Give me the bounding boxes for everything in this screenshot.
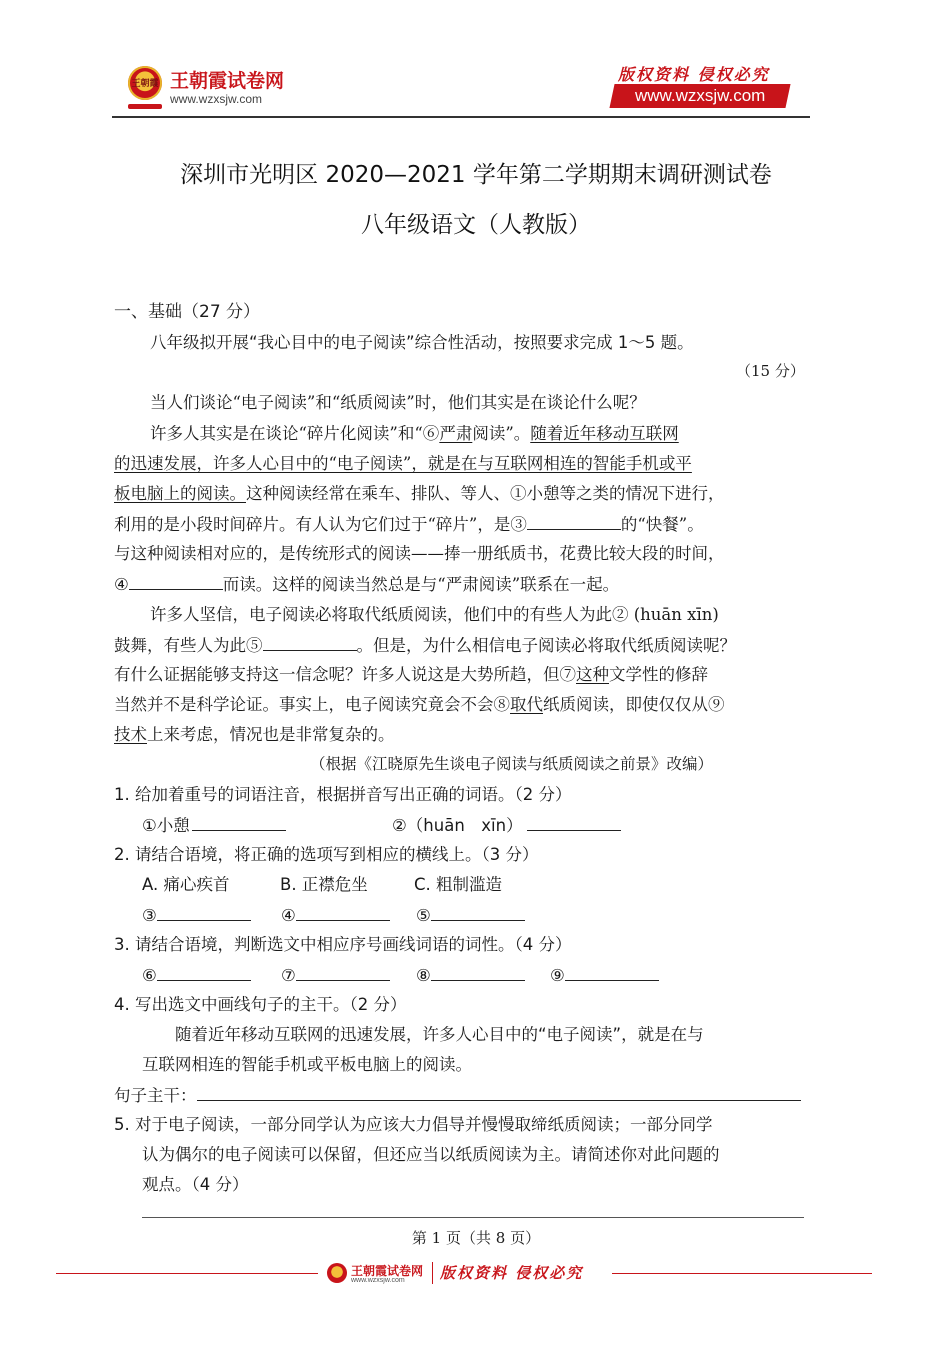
text-run: ④ — [114, 575, 129, 594]
footer-line-right — [612, 1273, 872, 1274]
underlined-word: 严肃 — [439, 424, 473, 443]
answer-blank[interactable] — [565, 965, 659, 981]
answer-line[interactable] — [197, 1085, 801, 1101]
q4-quote-line-2: 互联网相连的智能手机或平板电脑上的阅读。 — [142, 1055, 472, 1074]
q3-blank-9 — [550, 965, 659, 986]
underlined-word: 技术 — [114, 725, 147, 744]
underlined-word: 取代 — [510, 695, 543, 714]
question-2: 2. 请结合语境，将正确的选项写到相应的横线上。（3 分） — [114, 845, 539, 864]
question-4: 4. 写出选文中画线句子的主干。（2 分） — [114, 995, 407, 1014]
question-5-line-2: 认为偶尔的电子阅读可以保留，但还应当以纸质阅读为主。请简述你对此问题的 — [142, 1145, 720, 1164]
footer-logo-icon — [327, 1263, 347, 1283]
q3-blank-7 — [281, 965, 390, 986]
url-banner[interactable] — [609, 84, 790, 108]
passage-line — [114, 725, 395, 745]
answer-blank[interactable] — [263, 635, 357, 651]
text-run: 。但是，为什么相信电子阅读必将取代纸质阅读呢？ — [356, 636, 736, 655]
logo-ribbon — [128, 104, 162, 109]
exam-subtitle: 八年级语文（人教版） — [361, 212, 591, 238]
q2-blank-5 — [416, 905, 525, 926]
blank-label: ⑧ — [416, 966, 431, 985]
q3-blank-8 — [416, 965, 525, 986]
footer-logo-url[interactable]: www.wzxsjw.com — [351, 1277, 405, 1284]
question-5: 5. 对于电子阅读，一部分同学认为应该大力倡导并慢慢取缔纸质阅读；一部分同学 — [114, 1115, 713, 1134]
q1-item-b — [392, 815, 621, 836]
passage-line — [114, 514, 704, 535]
passage-source: （根据《江晓原先生谈电子阅读与纸质阅读之前景》改编） — [310, 755, 714, 773]
passage-line — [150, 424, 679, 444]
question-1: 1. 给加着重号的词语注音，根据拼音写出正确的词语。（2 分） — [114, 785, 572, 804]
text-run: 而读。这样的阅读当然总是与“严肃阅读”联系在一起。 — [222, 575, 620, 594]
footer-line-left — [56, 1273, 318, 1274]
logo-title: 王朝霞试卷网 — [170, 70, 285, 92]
answer-blank[interactable] — [129, 574, 223, 590]
underlined-word: 这种 — [576, 665, 609, 684]
logo-badge-icon — [128, 66, 162, 100]
section-heading: 一、基础（27 分） — [114, 302, 261, 322]
copyright-notice: 版权资料 侵权必究 — [618, 65, 770, 84]
q2-option-b: B. 正襟危坐 — [280, 875, 368, 894]
text-run: 阅读”。 — [472, 424, 531, 443]
passage-line — [114, 454, 692, 474]
passage-line — [114, 635, 736, 656]
page-number: 第 1 页（共 8 页） — [411, 1229, 541, 1247]
exam-title: 深圳市光明区 2020—2021 学年第二学期期末调研测试卷 — [180, 162, 772, 188]
blank-label: ③ — [142, 906, 157, 925]
logo-badge-text: 王朝霞 — [131, 79, 159, 89]
text-run: 许多人其实是在谈论“碎片化阅读”和“⑥ — [150, 424, 440, 443]
text-run: 的“快餐”。 — [620, 515, 704, 534]
answer-blank[interactable] — [527, 815, 621, 831]
text-run: 鼓舞，有些人为此⑤ — [114, 636, 263, 655]
text-run: 当然并不是科学论证。事实上，电子阅读究竟会不会⑧ — [114, 695, 510, 714]
header-divider — [112, 116, 810, 118]
logo-url[interactable]: www.wzxsjw.com — [170, 92, 263, 106]
passage-line — [114, 574, 619, 595]
q2-blank-3 — [142, 905, 251, 926]
answer-blank[interactable] — [157, 905, 251, 921]
q1-a-label: ①小憩 — [142, 816, 190, 835]
text-run: 纸质阅读，即使仅仅从⑨ — [543, 695, 725, 714]
answer-blank[interactable] — [431, 965, 525, 981]
text-run: 利用的是小段时间碎片。有人认为它们过于“碎片”，是③ — [114, 515, 527, 534]
text-run: 有什么证据能够支持这一信念呢？许多人说这是大势所趋，但⑦ — [114, 665, 576, 684]
underlined-sentence: 的迅速发展，许多人心目中的“电子阅读”，就是在与互联网相连的智能手机或平 — [114, 454, 692, 473]
q1-b-label: ②（huān xīn） — [392, 816, 523, 835]
q4-answer-row — [114, 1085, 801, 1106]
passage-line: 与这种阅读相对应的，是传统形式的阅读——捧一册纸质书，花费比较大段的时间， — [114, 544, 725, 563]
url-banner-text: www.wzxsjw.com — [634, 86, 766, 105]
passage-paragraph-1: 当人们谈论“电子阅读”和“纸质阅读”时，他们其实是在谈论什么呢？ — [150, 393, 646, 412]
answer-blank[interactable] — [192, 815, 286, 831]
passage-line — [114, 484, 725, 504]
section-score: （15 分） — [736, 362, 805, 380]
q2-option-c: C. 粗制滥造 — [414, 875, 503, 894]
question-3: 3. 请结合语境，判断选文中相应序号画线词语的词性。（4 分） — [114, 935, 572, 954]
blank-label: ⑦ — [281, 966, 296, 985]
question-5-line-3: 观点。（4 分） — [142, 1175, 249, 1194]
answer-blank[interactable] — [296, 905, 390, 921]
underlined-sentence: 随着近年移动互联网 — [530, 424, 679, 443]
footer-logo-title: 王朝霞试卷网 — [351, 1264, 424, 1278]
q3-blank-6 — [142, 965, 251, 986]
q1-item-a — [142, 815, 286, 836]
footer-divider — [142, 1217, 804, 1218]
passage-line — [114, 695, 725, 715]
blank-label: ⑤ — [416, 906, 431, 925]
footer-copyright: 版权资料 侵权必究 — [440, 1264, 584, 1282]
passage-line: 许多人坚信，电子阅读必将取代纸质阅读，他们中的有些人为此② (huān xīn) — [150, 605, 719, 624]
q2-option-a: A. 痛心疾首 — [142, 875, 230, 894]
answer-blank[interactable] — [296, 965, 390, 981]
blank-label: ⑨ — [550, 966, 565, 985]
text-run: 这种阅读经常在乘车、排队、等人、①小憩等之类的情况下进行， — [246, 484, 725, 503]
q4-answer-label: 句子主干： — [114, 1086, 197, 1105]
q4-quote-line-1: 随着近年移动互联网的迅速发展，许多人心目中的“电子阅读”，就是在与 — [175, 1025, 704, 1044]
blank-label: ⑥ — [142, 966, 157, 985]
text-run: 上来考虑，情况也是非常复杂的。 — [147, 725, 395, 744]
q2-blank-4 — [281, 905, 390, 926]
answer-blank[interactable] — [431, 905, 525, 921]
underlined-sentence: 板电脑上的阅读。 — [114, 484, 246, 503]
section-intro: 八年级拟开展“我心目中的电子阅读”综合性活动，按照要求完成 1～5 题。 — [150, 333, 694, 352]
footer-separator — [432, 1262, 433, 1284]
answer-blank[interactable] — [157, 965, 251, 981]
text-run: 文学性的修辞 — [609, 665, 708, 684]
answer-blank[interactable] — [527, 514, 621, 530]
blank-label: ④ — [281, 906, 296, 925]
passage-line — [114, 665, 708, 685]
